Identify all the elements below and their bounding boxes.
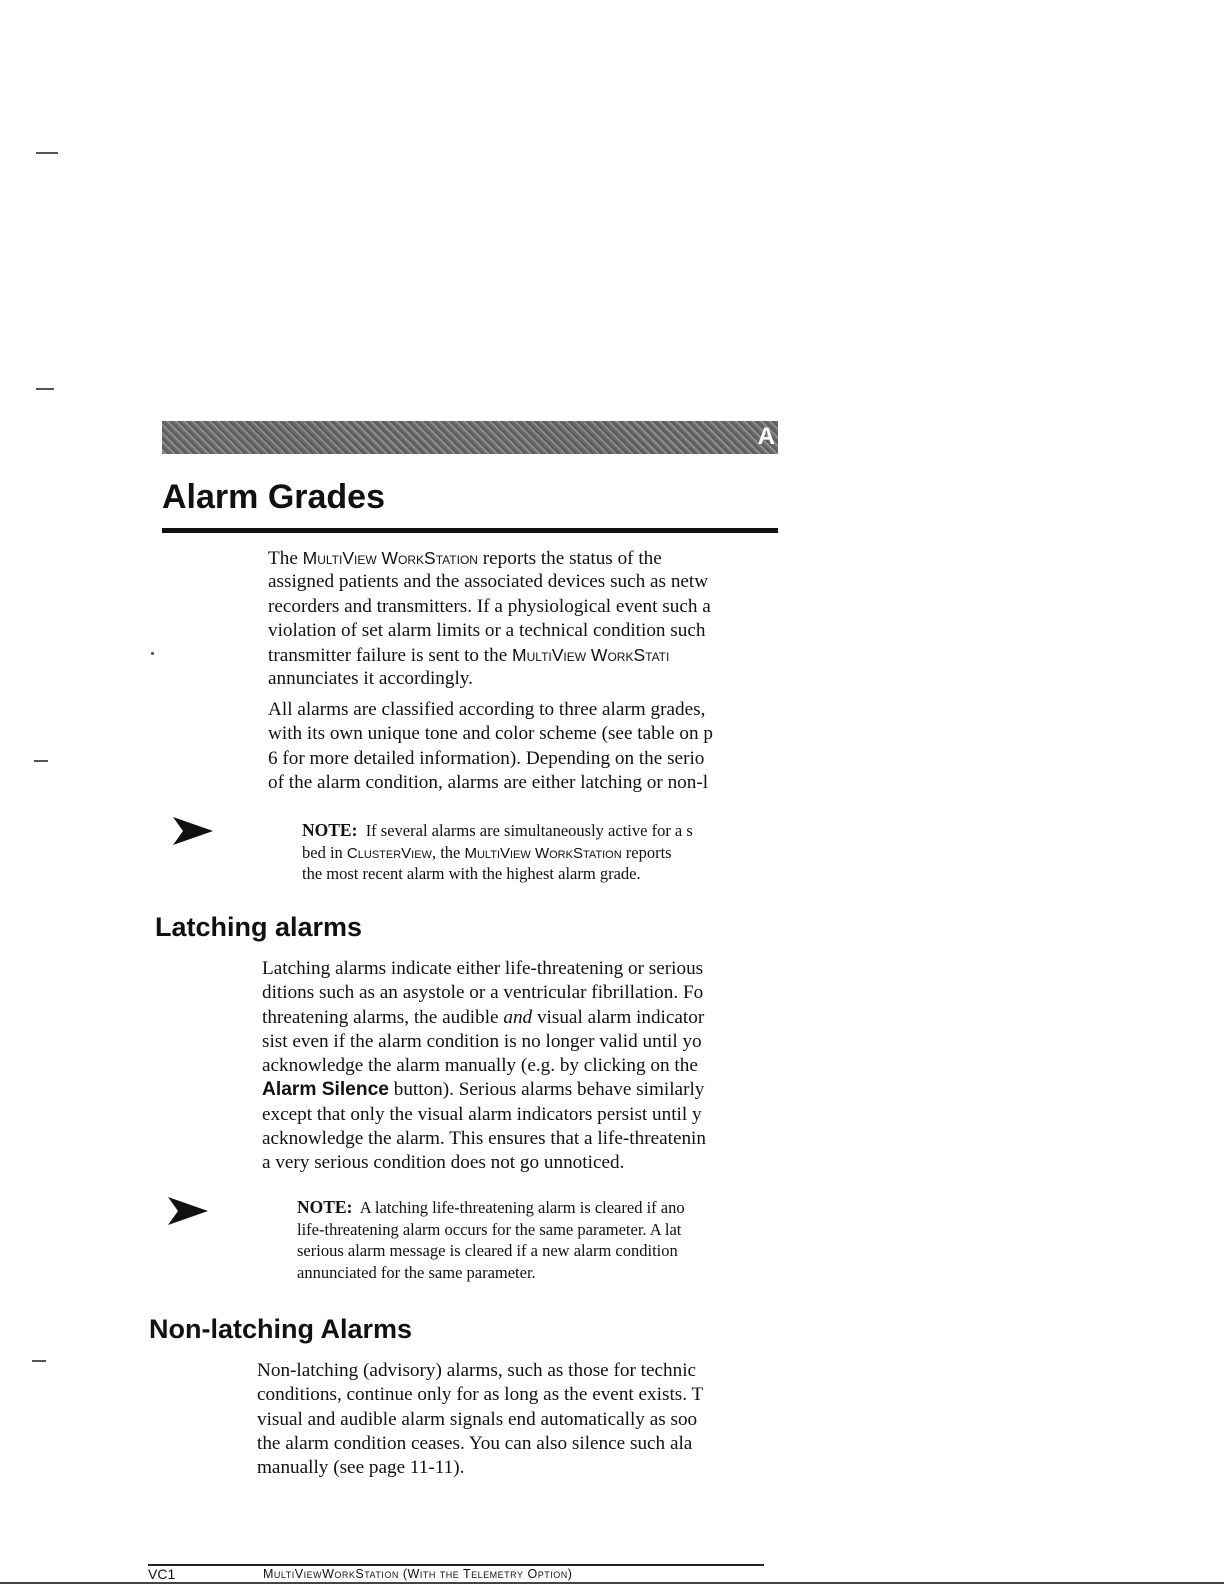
text-line: 6 for more detailed information). Depending on the serio [268,747,705,769]
non-latching-paragraph [257,1359,777,1480]
text-line: manually (see page 11-11). [257,1457,465,1479]
button-reference: Alarm Silence [262,1079,389,1101]
text-line: acknowledge the alarm manually (e.g. by clicking on the [262,1055,698,1077]
scan-mark [34,760,48,762]
text-line: a very serious condition does not go unnoticed. [262,1152,625,1174]
text-line: NOTE: A latching life-threatening alarm is cleared if ano [297,1197,685,1217]
text-line: the alarm condition ceases. You can also silence such ala [257,1432,693,1454]
note-arrow-icon [168,1197,208,1225]
footer-rule [148,1564,764,1566]
scan-mark [36,152,58,154]
text-line: NOTE: If several alarms are simultaneously active for a s [302,820,693,840]
text-line: All alarms are classified according to three alarm grades, [268,699,706,720]
title-rule [162,528,778,533]
text-line: life-threatening alarm occurs for the same parameter. A lat [297,1219,682,1239]
text-line: serious alarm message is cleared if a new alarm condition [297,1241,678,1260]
latching-note [297,1197,787,1283]
section-letter: A [757,423,775,450]
note-1 [302,820,792,885]
text-line: assigned patients and the associated devices such as netw [268,571,709,593]
product-name: MultiView WorkStati [512,645,670,666]
product-name: ClusterView [346,844,432,862]
footer-left-label: VC1 [148,1566,176,1582]
text-line: threatening alarms, the audible and visual alarm indicator [262,1006,705,1028]
text-line: recorders and transmitters. If a physiological event such a [268,595,711,617]
scan-mark [32,1360,46,1362]
text-line: annunciated for the same parameter. [297,1262,536,1282]
text-line: The MultiView WorkStation reports the status of the [268,548,662,569]
text-line: annunciates it accordingly. [268,668,473,690]
section-header-bar [162,421,778,454]
text-line: conditions, continue only for as long as the event exists. T [257,1384,704,1406]
text-line: Alarm Silence button). Serious alarms behave similarly [262,1079,705,1101]
scan-mark [36,388,54,390]
note-label: NOTE: [302,820,358,840]
page-bottom-rule [0,1582,1224,1584]
latching-alarms-heading: Latching alarms [155,912,363,942]
non-latching-alarms-heading: Non-latching Alarms [149,1314,413,1344]
text-line: except that only the visual alarm indicators persist until y [262,1103,702,1125]
text-line: acknowledge the alarm. This ensures that a life-threatenin [262,1128,706,1150]
text-line: the most recent alarm with the highest alarm grade. [302,864,641,883]
text-line: transmitter failure is sent to the MultiView WorkStati [268,645,670,667]
note-arrow-icon [173,817,213,845]
text-line: bed in ClusterView, the MultiView WorkStation reports [302,842,672,862]
emphasis: and [503,1006,533,1028]
text-line: violation of set alarm limits or a technical condition such [268,619,706,641]
text-line: ditions such as an asystole or a ventricular fibrillation. Fo [262,982,704,1004]
text-line: sist even if the alarm condition is no longer valid until yo [262,1030,702,1052]
text-line: visual and audible alarm signals end automatically as soo [257,1408,698,1430]
product-name: MultiView WorkStation [302,548,478,568]
page-title: Alarm Grades [162,478,385,516]
text-line: Latching alarms indicate either life-threatening or serious [262,958,704,979]
text-line: of the alarm condition, alarms are either latching or non-l [268,771,709,793]
text-line: Non-latching (advisory) alarms, such as those for technic [257,1360,697,1381]
scan-mark [151,652,154,655]
text-line: with its own unique tone and color scheme (see table on p [268,723,713,745]
footer-title: MultiViewWorkStation (With the Telemetry Option) [263,1567,573,1581]
product-name: MultiView WorkStation [464,844,622,862]
intro-paragraph-1 [268,546,788,692]
latching-paragraph [262,957,782,1176]
note-label: NOTE: [297,1197,353,1217]
intro-paragraph-2 [268,698,788,795]
